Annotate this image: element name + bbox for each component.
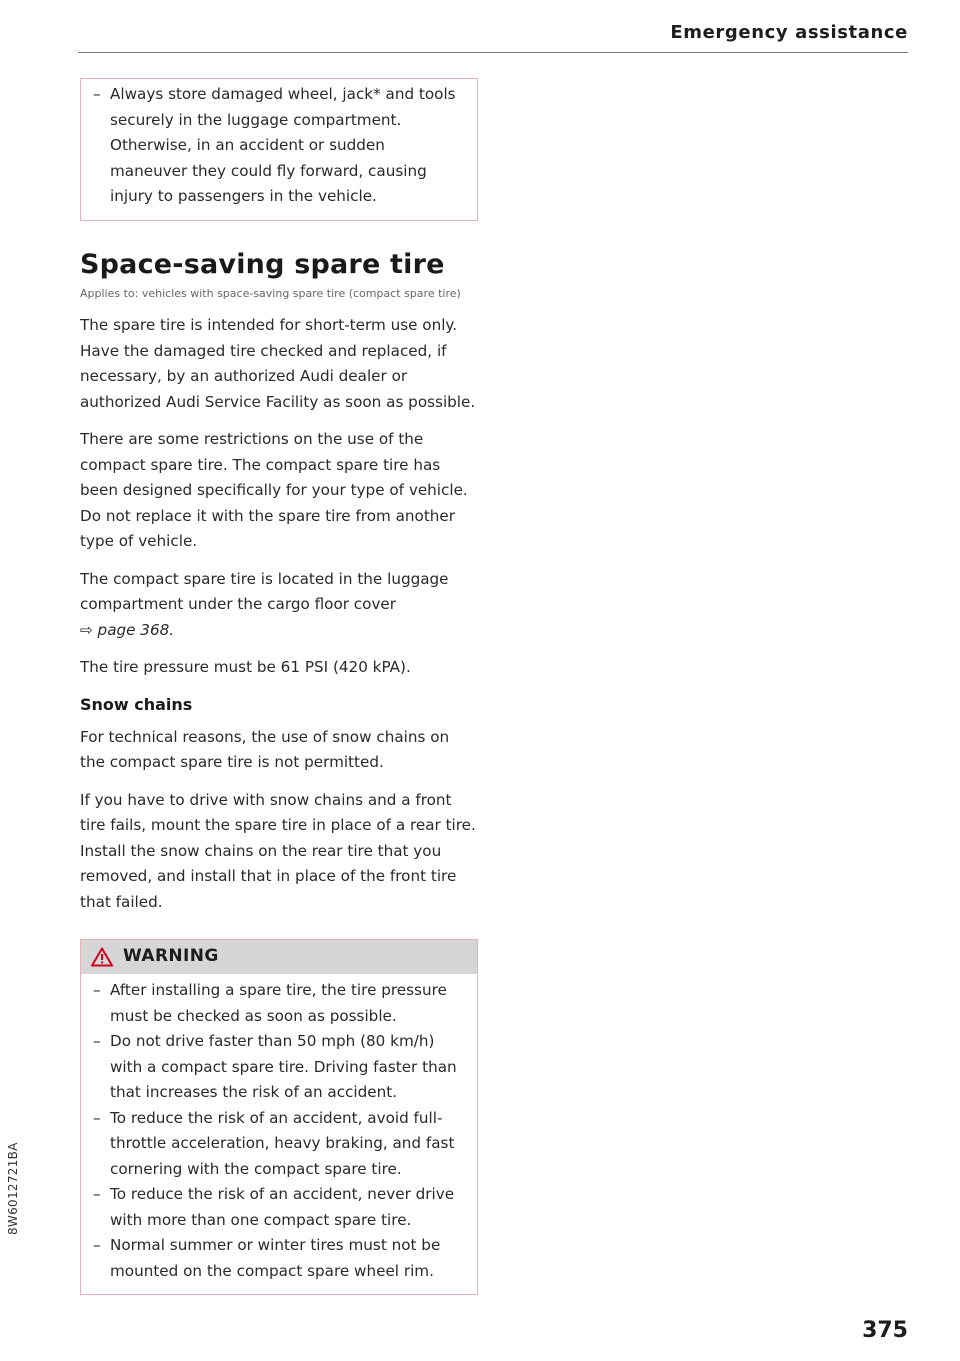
paragraph-tire-pressure: The tire pressure must be 61 PSI (420 kPA). <box>80 658 411 676</box>
warning-item: – To reduce the risk of an accident, avoid full-throttle acceleration, heavy braking, and fast cornering with the compact spare tire. <box>93 1106 465 1183</box>
warning-label: WARNING <box>123 946 219 967</box>
paragraph-short-term-use: The spare tire is intended for short-term use only. Have the damaged tire checked and replaced, if necessary, by an authorized Audi dealer or authorized Audi Service Facility as soon as possible. <box>80 316 476 411</box>
warning-list <box>81 974 477 1294</box>
section-title: Space-saving spare tire <box>80 248 445 280</box>
header-divider <box>78 52 908 53</box>
location-text: The compact spare tire is located in the luggage compartment under the cargo floor cover <box>80 569 449 613</box>
page-reference-link[interactable]: ⇨ page 368. <box>80 620 175 639</box>
snow-chains-heading: Snow chains <box>80 694 193 714</box>
paragraph-restrictions: There are some restrictions on the use of the compact spare tire. The compact spare tire has been designed specifically for your type of vehicle. Do not replace it with the spare tire from another type of vehicle. <box>80 430 468 550</box>
caution-box <box>80 78 478 221</box>
warning-item: – To reduce the risk of an accident, never drive with more than one compact spare tire. <box>93 1182 465 1233</box>
paragraph-location <box>80 567 478 644</box>
main-column <box>80 78 478 1295</box>
warning-item: – After installing a spare tire, the tire pressure must be checked as soon as possible. <box>93 978 465 1029</box>
warning-item: – Normal summer or winter tires must not be mounted on the compact spare wheel rim. <box>93 1233 465 1284</box>
warning-item: – Do not drive faster than 50 mph (80 km/h) with a compact spare tire. Driving faster than that increases the risk of an accident. <box>93 1029 465 1106</box>
caution-item: – Always store damaged wheel, jack* and tools securely in the luggage compartment. Otherwise, in an accident or sudden maneuver they could fly forward, causing injury to passengers in the vehicle. <box>93 82 465 210</box>
applies-to-note: Applies to: vehicles with space-saving spare tire (compact spare tire) <box>80 286 461 300</box>
page-number: 375 <box>862 1318 908 1343</box>
paragraph-snow-chains-not-permitted: For technical reasons, the use of snow chains on the compact spare tire is not permitted. <box>80 727 450 771</box>
warning-box <box>80 939 478 1295</box>
paragraph-snow-chains-procedure: If you have to drive with snow chains and a front tire fails, mount the spare tire in place of a rear tire. Install the snow chains on the rear tire that you removed, and install that in place of the front tire that failed. <box>80 790 476 911</box>
document-code: 8W6012721BA <box>6 1142 20 1235</box>
warning-triangle-icon <box>91 947 113 967</box>
caution-list <box>93 82 465 210</box>
warning-header <box>81 940 477 974</box>
running-header: Emergency assistance <box>670 22 908 43</box>
